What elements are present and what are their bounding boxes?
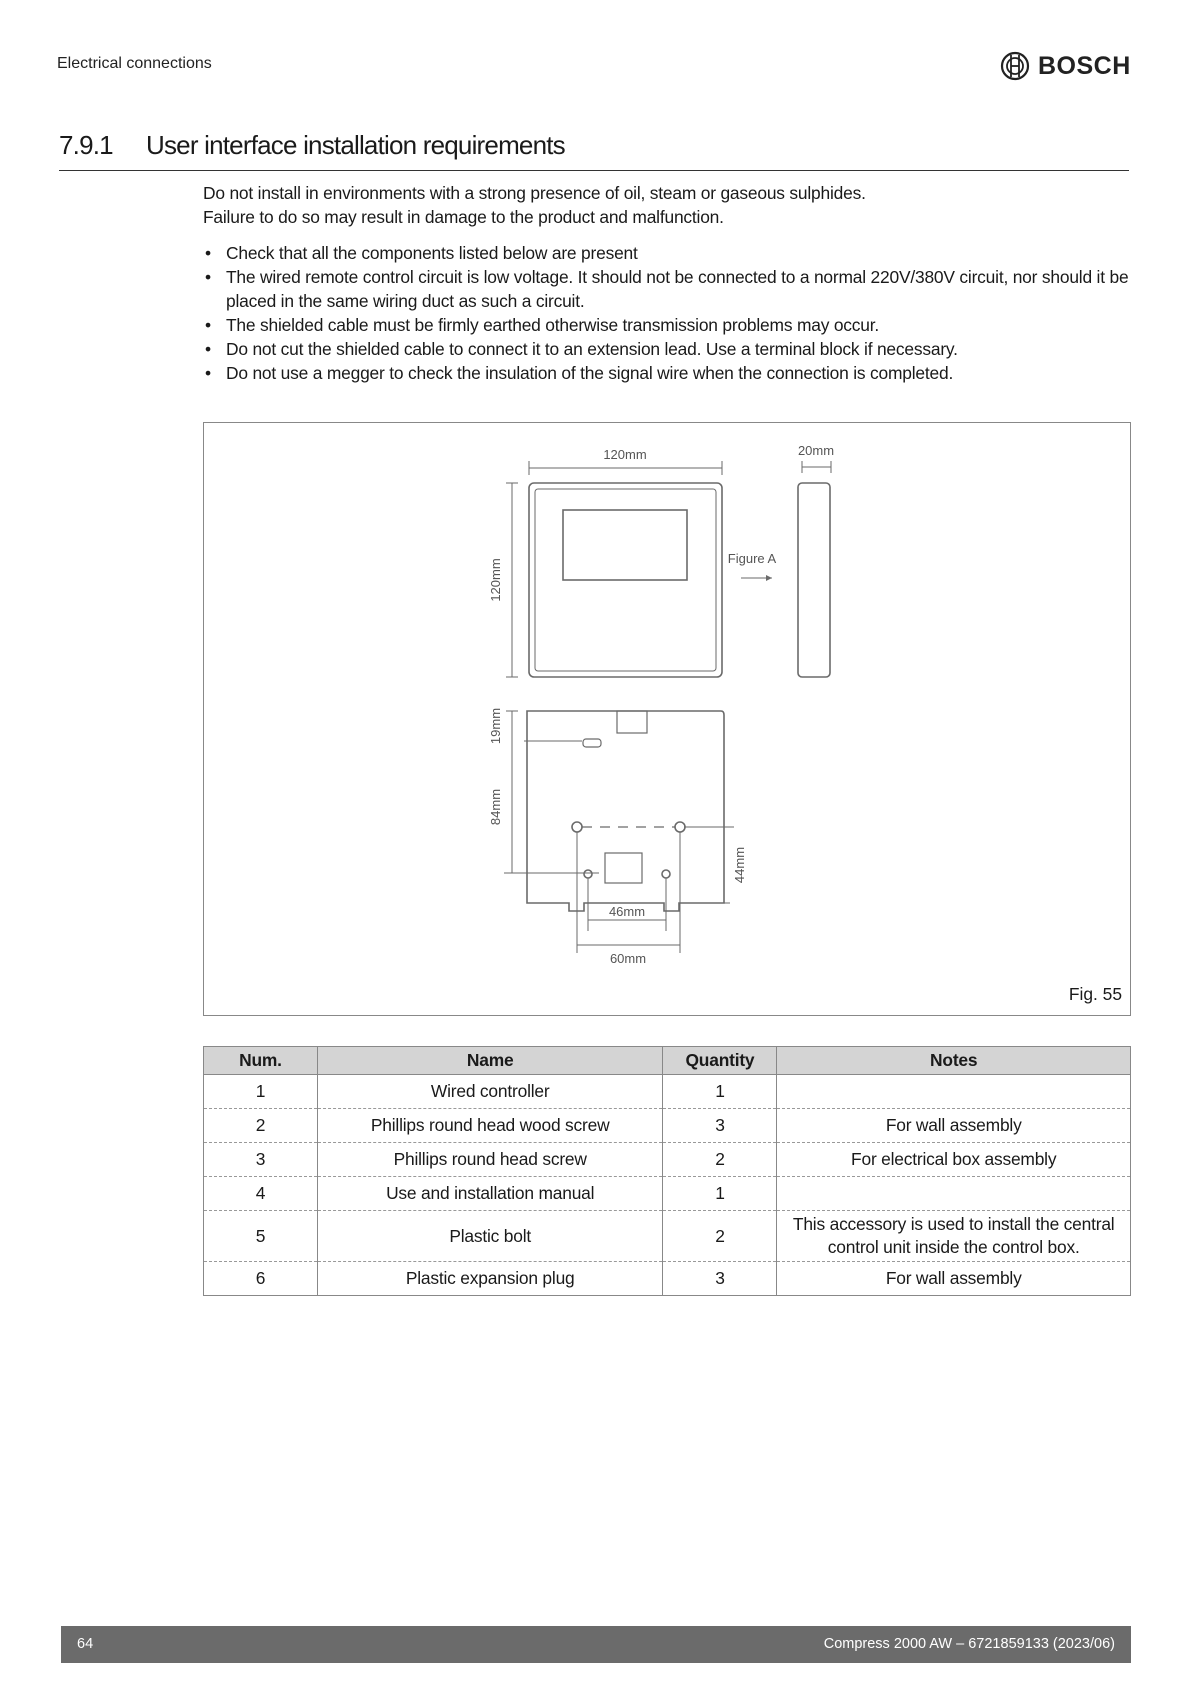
num-cell: 1 <box>204 1075 318 1109</box>
height-label: 120mm <box>488 558 503 602</box>
figure-a-label: Figure A <box>727 551 777 566</box>
num-cell: 4 <box>204 1177 318 1211</box>
table-row <box>204 1109 1131 1143</box>
list-item: • Check that all the components listed below are present <box>205 243 638 263</box>
quantity-cell: 2 <box>663 1211 777 1262</box>
width-label: 120mm <box>603 447 647 462</box>
figure-caption: Fig. 55 <box>1068 984 1122 1004</box>
name-cell: Phillips round head wood screw <box>317 1109 663 1143</box>
notes-cell: For wall assembly <box>777 1109 1131 1143</box>
notes-cell: For wall assembly <box>777 1262 1131 1296</box>
running-header: Electrical connections <box>57 55 212 72</box>
column-header: Quantity <box>663 1047 777 1075</box>
document-reference: Compress 2000 AW – 6721859133 (2023/06) <box>823 1636 1115 1652</box>
components-table <box>203 1046 1131 1296</box>
depth-label: 20mm <box>797 443 835 458</box>
quantity-cell: 2 <box>663 1143 777 1177</box>
table-row <box>204 1143 1131 1177</box>
name-cell: Plastic expansion plug <box>317 1262 663 1296</box>
quantity-cell: 3 <box>663 1109 777 1143</box>
controller-side <box>798 483 830 677</box>
num-cell: 2 <box>204 1109 318 1143</box>
requirements-list <box>203 241 1133 385</box>
num-cell: 3 <box>204 1143 318 1177</box>
quantity-cell: 3 <box>663 1262 777 1296</box>
column-header: Name <box>317 1047 663 1075</box>
bosch-logo <box>1000 51 1131 81</box>
list-item: • Do not use a megger to check the insulation of the signal wire when the connection is completed. <box>205 363 954 383</box>
column-header: Notes <box>777 1047 1131 1075</box>
brand-name: BOSCH <box>1038 51 1131 80</box>
quantity-cell: 1 <box>663 1177 777 1211</box>
notes-cell: For electrical box assembly <box>777 1143 1131 1177</box>
table-row <box>204 1262 1131 1296</box>
notes-cell: This accessory is used to install the central control unit inside the control box. <box>777 1211 1131 1262</box>
controller-dimensions-figure <box>203 422 1131 1016</box>
num-cell: 5 <box>204 1211 318 1262</box>
section-heading <box>59 130 1129 171</box>
hole-height-label: 44mm <box>732 846 747 884</box>
intro-line: Failure to do so may result in damage to the product and malfunction. <box>203 207 724 227</box>
bosch-armature-icon <box>1000 51 1030 81</box>
hole-spacing-label: 46mm <box>608 904 646 919</box>
list-item: • Do not cut the shielded cable to connect it to an extension lead. Use a terminal block if necessary. <box>205 339 958 359</box>
name-cell: Use and installation manual <box>317 1177 663 1211</box>
mount-height-label: 84mm <box>488 788 503 826</box>
page-footer <box>61 1626 1131 1663</box>
top-offset-label: 19mm <box>488 707 503 745</box>
notes-cell <box>777 1075 1131 1109</box>
table-header-row <box>204 1047 1131 1075</box>
page-number: 64 <box>77 1636 94 1652</box>
table-row <box>204 1177 1131 1211</box>
intro-line: Do not install in environments with a strong presence of oil, steam or gaseous sulphides. <box>203 183 866 203</box>
outer-spacing-label: 60mm <box>609 951 647 966</box>
display-screen <box>563 510 687 580</box>
column-header: Num. <box>204 1047 318 1075</box>
num-cell: 6 <box>204 1262 318 1296</box>
section-number: 7.9.1 <box>59 130 113 160</box>
list-item: • The wired remote control circuit is low voltage. It should not be connected to a normal 220V/380V circuit, nor should it be placed in the same wiring duct as such a circuit. <box>205 267 1129 311</box>
intro-text <box>203 181 1133 229</box>
table-row <box>204 1075 1131 1109</box>
list-item: • The shielded cable must be firmly earthed otherwise transmission problems may occur. <box>205 315 880 335</box>
table-row <box>204 1211 1131 1262</box>
quantity-cell: 1 <box>663 1075 777 1109</box>
name-cell: Wired controller <box>317 1075 663 1109</box>
dimension-drawing <box>204 423 1130 1015</box>
name-cell: Phillips round head screw <box>317 1143 663 1177</box>
name-cell: Plastic bolt <box>317 1211 663 1262</box>
notes-cell <box>777 1177 1131 1211</box>
section-title: User interface installation requirements <box>146 130 565 160</box>
